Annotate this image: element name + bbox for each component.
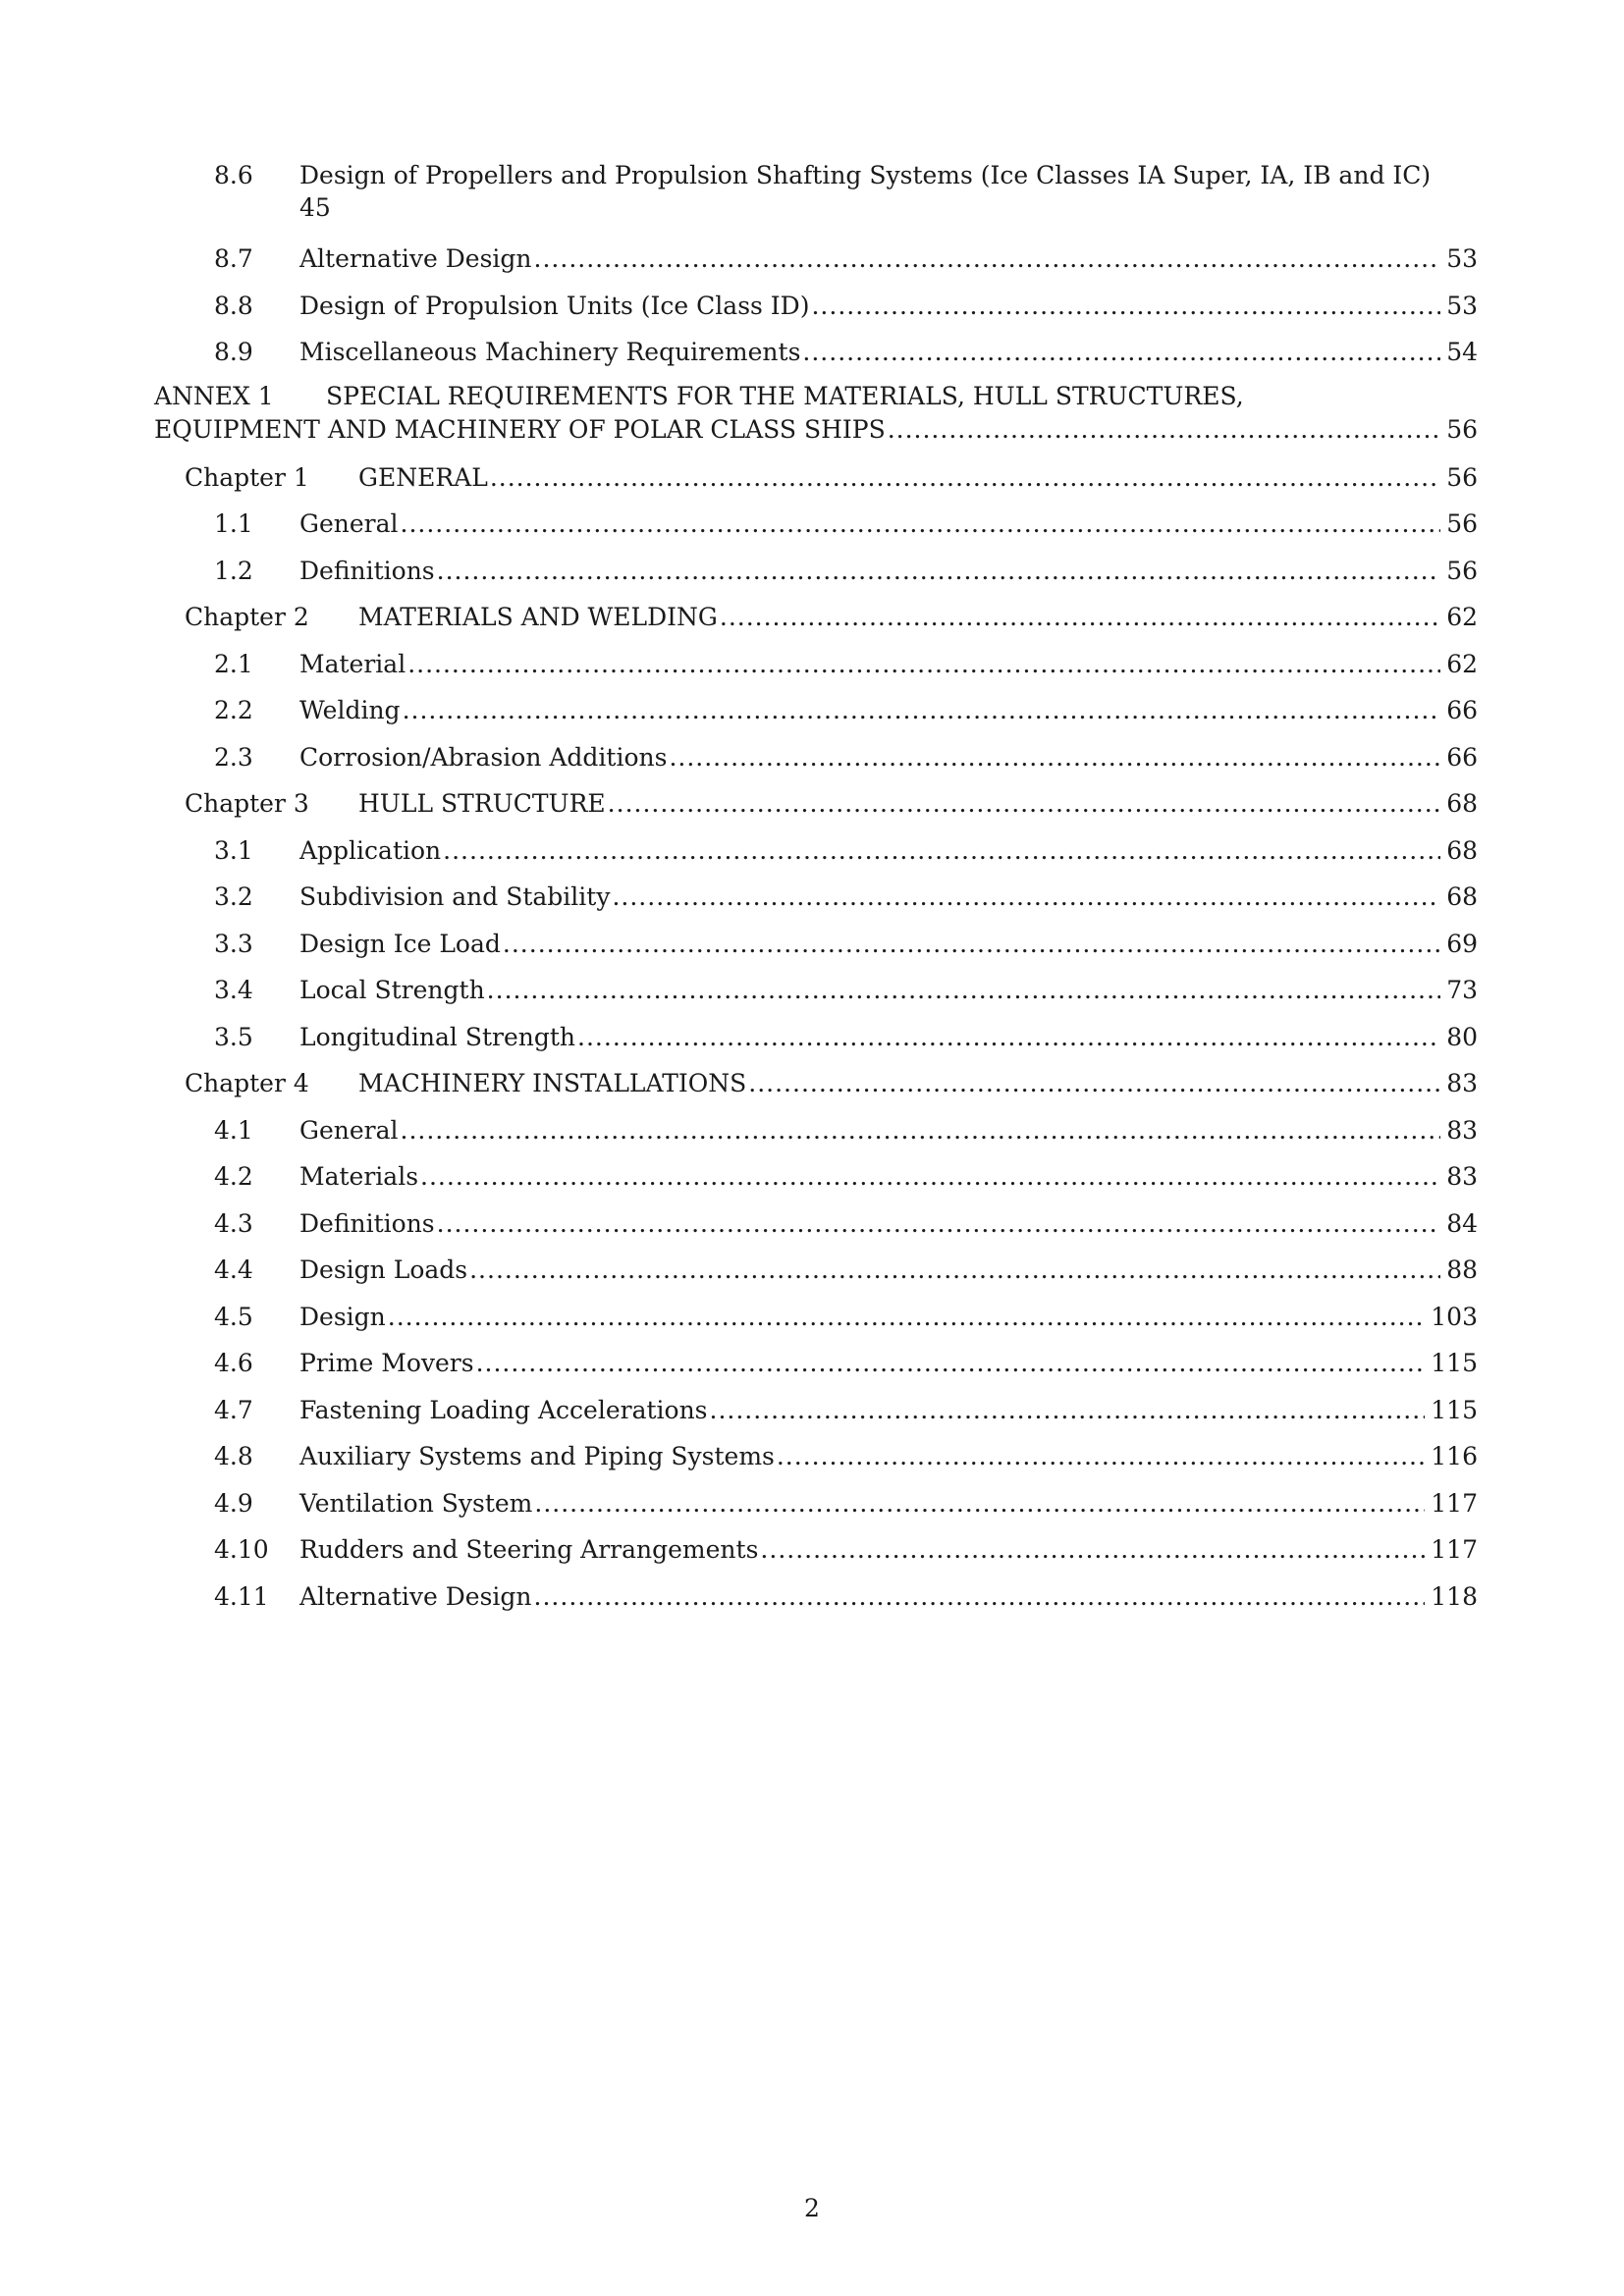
toc-entry-page: 45: [299, 193, 331, 222]
page-number: 2: [804, 2194, 820, 2222]
toc-entry-page: 53: [1446, 291, 1478, 320]
toc-chapter-4[interactable]: [152, 1060, 1478, 1107]
toc-entry-title: Longitudinal Strength: [299, 1014, 577, 1061]
toc-entry-number: 4.3: [214, 1208, 253, 1238]
toc-entry-number: 3.1: [214, 835, 253, 865]
dot-leader: [534, 236, 1441, 283]
toc-entry-page: 56: [1446, 556, 1478, 585]
toc-entry-page: 117: [1431, 1535, 1478, 1564]
toc-entry-8-9[interactable]: [152, 329, 1478, 376]
toc-entry-3-5[interactable]: [152, 1014, 1478, 1061]
toc-entry-title: Subdivision and Stability: [299, 874, 612, 921]
chapter-title: MATERIALS AND WELDING: [358, 594, 720, 641]
toc-entry-number: 4.4: [214, 1255, 253, 1284]
toc-entry-page: 118: [1431, 1581, 1478, 1611]
toc-entry-page: 68: [1446, 835, 1478, 865]
dot-leader: [534, 1574, 1426, 1621]
toc-entry-page: 84: [1446, 1208, 1478, 1238]
toc-entry-number: 4.10: [214, 1535, 269, 1564]
toc-entry-page: 115: [1431, 1349, 1478, 1377]
toc-entry-number: 4.9: [214, 1488, 253, 1518]
toc-entry-title: General: [299, 1107, 401, 1154]
dot-leader: [760, 1526, 1425, 1574]
toc-entry-title: Local Strength: [299, 967, 487, 1014]
toc-entry-page: 103: [1431, 1302, 1478, 1331]
toc-entry-4-3[interactable]: [152, 1201, 1478, 1248]
dot-leader: [577, 1014, 1440, 1061]
toc-chapter-2[interactable]: [152, 594, 1478, 641]
dot-leader: [401, 501, 1441, 548]
toc-entry-number: 4.2: [214, 1162, 253, 1191]
toc-entry-title: Application: [299, 828, 443, 875]
toc-entry-3-2[interactable]: [152, 874, 1478, 921]
toc-entry-4-1[interactable]: [152, 1107, 1478, 1154]
toc-entry-title: Definitions: [299, 548, 437, 595]
toc-entry-page: 116: [1431, 1442, 1478, 1470]
toc-entry-page: 68: [1446, 882, 1478, 911]
toc-entry-title: Prime Movers: [299, 1340, 476, 1387]
table-of-contents: [152, 153, 1478, 1620]
toc-entry-title: Design Loads: [299, 1247, 469, 1294]
dot-leader: [811, 283, 1440, 330]
toc-entry-page: 54: [1446, 338, 1478, 366]
chapter-title: GENERAL: [358, 454, 490, 502]
toc-entry-title: Alternative Design: [299, 236, 534, 283]
dot-leader: [443, 828, 1440, 875]
toc-entry-number: 8.6: [214, 161, 253, 189]
toc-entry-number: 3.2: [214, 882, 253, 911]
toc-entry-2-1[interactable]: [152, 641, 1478, 688]
toc-entry-page: 56: [1446, 509, 1478, 538]
toc-entry-page: 115: [1431, 1395, 1478, 1424]
toc-entry-number: 1.1: [214, 509, 253, 538]
toc-entry-number: 4.11: [214, 1581, 269, 1611]
toc-entry-page: 73: [1446, 976, 1478, 1004]
toc-entry-2-3[interactable]: [152, 734, 1478, 781]
toc-entry-page: 66: [1446, 696, 1478, 724]
dot-leader: [748, 1060, 1440, 1107]
toc-entry-title: Design Ice Load: [299, 921, 503, 968]
toc-entry-8-7[interactable]: [152, 236, 1478, 283]
toc-entry-number: 4.7: [214, 1395, 253, 1424]
toc-entry-number: 8.9: [214, 338, 253, 366]
toc-entry-title: Corrosion/Abrasion Additions: [299, 734, 669, 781]
toc-entry-number: 4.6: [214, 1349, 253, 1377]
toc-entry-4-4[interactable]: [152, 1247, 1478, 1294]
toc-entry-title: Material: [299, 641, 407, 688]
dot-leader: [469, 1247, 1440, 1294]
toc-entry-4-9[interactable]: [152, 1480, 1478, 1527]
toc-entry-4-11[interactable]: [152, 1574, 1478, 1621]
toc-chapter-3[interactable]: [152, 780, 1478, 828]
toc-entry-page: 56: [1446, 462, 1478, 492]
toc-entry-title: Design of Propellers and Propulsion Shafting Systems (Ice Classes IA Super, IA, IB and IC): [299, 161, 1432, 189]
chapter-number: Chapter 4: [185, 1069, 309, 1097]
toc-entry-number: 2.2: [214, 696, 253, 724]
toc-entry-4-2[interactable]: [152, 1153, 1478, 1201]
chapter-number: Chapter 2: [185, 603, 309, 631]
toc-entry-page: 69: [1446, 929, 1478, 958]
toc-entry-3-4[interactable]: [152, 967, 1478, 1014]
toc-entry-number: 8.7: [214, 244, 253, 273]
toc-entry-3-1[interactable]: [152, 828, 1478, 875]
toc-entry-4-8[interactable]: [152, 1433, 1478, 1480]
dot-leader: [407, 641, 1440, 688]
dot-leader: [437, 1201, 1441, 1248]
toc-entry-number: 3.5: [214, 1022, 253, 1051]
toc-entry-4-5[interactable]: [152, 1294, 1478, 1341]
toc-entry-1-1[interactable]: [152, 501, 1478, 548]
chapter-number: Chapter 1: [185, 462, 309, 492]
dot-leader: [669, 734, 1440, 781]
toc-entry-title: Fastening Loading Accelerations: [299, 1387, 710, 1434]
chapter-title: HULL STRUCTURE: [358, 780, 608, 828]
toc-chapter-1[interactable]: [152, 454, 1478, 502]
toc-entry-number: 4.5: [214, 1302, 253, 1331]
toc-entry-number: 2.3: [214, 742, 253, 772]
toc-entry-page: 80: [1446, 1022, 1478, 1051]
toc-entry-number: 3.4: [214, 976, 253, 1004]
toc-entry-title: Auxiliary Systems and Piping Systems: [299, 1433, 777, 1480]
toc-entry-page: 68: [1446, 789, 1478, 818]
toc-entry-page: 83: [1446, 1115, 1478, 1145]
dot-leader: [388, 1294, 1426, 1341]
toc-entry-2-2[interactable]: [152, 687, 1478, 734]
dot-leader: [437, 548, 1441, 595]
toc-entry-title: Ventilation System: [299, 1480, 534, 1527]
dot-leader: [534, 1480, 1425, 1527]
toc-entry-title: Miscellaneous Machinery Requirements: [299, 329, 802, 376]
toc-entry-page: 62: [1446, 603, 1478, 631]
dot-leader: [608, 780, 1441, 828]
dot-leader: [420, 1153, 1440, 1201]
annex-title-line1: SPECIAL REQUIREMENTS FOR THE MATERIALS, HULL STRUCTURES,: [326, 381, 1244, 410]
toc-entry-8-8[interactable]: [152, 283, 1478, 330]
toc-entry-number: 8.8: [214, 291, 253, 320]
toc-entry-number: 3.3: [214, 929, 253, 958]
toc-entry-title: General: [299, 501, 401, 548]
toc-entry-title: Definitions: [299, 1201, 437, 1248]
toc-entry-page: 83: [1446, 1069, 1478, 1097]
toc-entry-title: Welding: [299, 687, 403, 734]
dot-leader: [888, 413, 1440, 446]
dot-leader: [802, 329, 1440, 376]
toc-entry-page: 117: [1431, 1488, 1478, 1518]
toc-entry-page: 56: [1446, 414, 1478, 444]
dot-leader: [476, 1340, 1426, 1387]
dot-leader: [710, 1387, 1426, 1434]
chapter-title: MACHINERY INSTALLATIONS: [358, 1060, 748, 1107]
toc-entry-page: 66: [1446, 742, 1478, 772]
toc-entry-title: Alternative Design: [299, 1574, 534, 1621]
chapter-number: Chapter 3: [185, 789, 309, 818]
toc-entry-page: 62: [1446, 649, 1478, 678]
toc-entry-number: 2.1: [214, 649, 253, 678]
toc-entry-page: 88: [1446, 1255, 1478, 1284]
dot-leader: [720, 594, 1440, 641]
dot-leader: [403, 687, 1441, 734]
dot-leader: [777, 1433, 1425, 1480]
toc-entry-page: 53: [1446, 244, 1478, 273]
toc-entry-number: 4.1: [214, 1115, 253, 1145]
toc-entry-1-2[interactable]: [152, 548, 1478, 595]
dot-leader: [612, 874, 1440, 921]
toc-entry-title: Design of Propulsion Units (Ice Class ID): [299, 283, 811, 330]
toc-entry-4-7[interactable]: [152, 1387, 1478, 1434]
annex-title-line2: EQUIPMENT AND MACHINERY OF POLAR CLASS SHIPS: [154, 414, 886, 444]
toc-entry-page: 83: [1446, 1162, 1478, 1191]
dot-leader: [401, 1107, 1441, 1154]
dot-leader: [490, 454, 1440, 502]
dot-leader: [503, 921, 1440, 968]
toc-entry-number: 4.8: [214, 1442, 253, 1470]
dot-leader: [487, 967, 1441, 1014]
toc-entry-title: Rudders and Steering Arrangements: [299, 1526, 760, 1574]
toc-entry-title: Design: [299, 1294, 388, 1341]
toc-entry-3-3[interactable]: [152, 921, 1478, 968]
annex-label: ANNEX 1: [154, 381, 274, 410]
toc-entry-4-10[interactable]: [152, 1526, 1478, 1574]
toc-entry-8-6[interactable]: [152, 153, 1478, 236]
toc-entry-number: 1.2: [214, 556, 253, 585]
toc-entry-4-6[interactable]: [152, 1340, 1478, 1387]
toc-entry-title: Materials: [299, 1153, 420, 1201]
toc-annex-1[interactable]: [152, 376, 1478, 454]
